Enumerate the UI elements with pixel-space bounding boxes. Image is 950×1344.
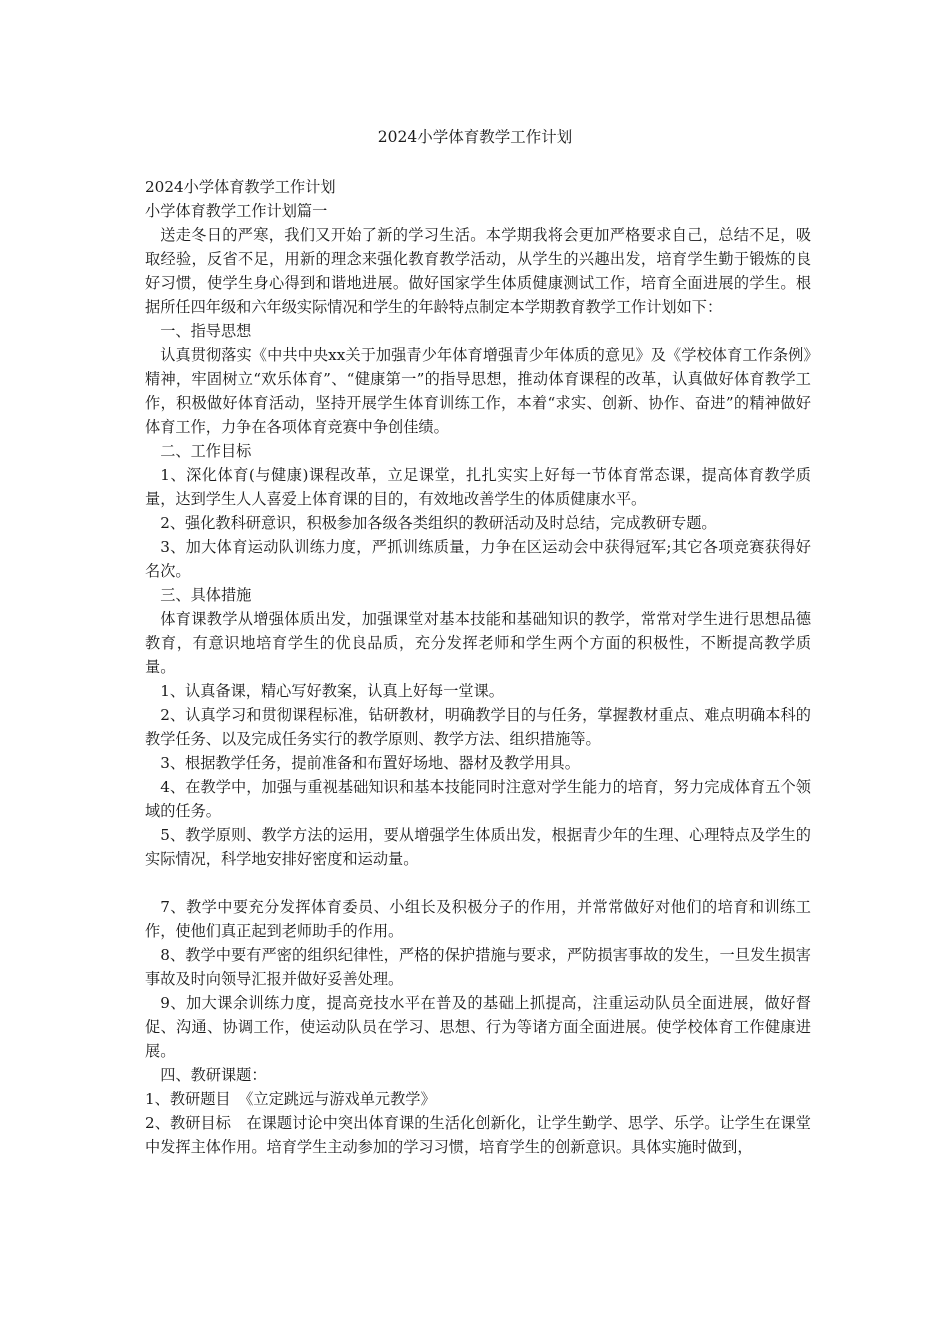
paragraph: 8、教学中要有严密的组织纪律性，严格的保护措施与要求，严防损害事故的发生，一旦发生损害事故及时向领导汇报并做好妥善处理。 (145, 946, 811, 988)
paragraph: 2、认真学习和贯彻课程标准，钻研教材，明确教学目的与任务，掌握教材重点、难点明确本科的教学任务、以及完成任务实行的教学原则、教学方法、组织措施等。 (145, 706, 811, 748)
paragraph: 5、教学原则、教学方法的运用，要从增强学生体质出发，根据青少年的生理、心理特点及学生的实际情况，科学地安排好密度和运动量。 (145, 826, 811, 868)
paragraph: 3、加大体育运动队训练力度，严抓训练质量，力争在区运动会中获得冠军;其它各项竞赛获得好名次。 (145, 538, 811, 580)
paragraph: 2024小学体育教学工作计划 (145, 178, 336, 196)
paragraph: 送走冬日的严寒，我们又开始了新的学习生活。本学期我将会更加严格要求自己，总结不足，吸取经验，反省不足，用新的理念来强化教育教学活动，从学生的兴趣出发，培育学生勤于锻炼的良好习惯，使学生身心得到和谐地进展。做好国家学生体质健康测试工作，培育全面进展的学生。根据所任四年级和六年级实际情况和学生的年龄特点制定本学期教育教学工作计划如下： (145, 226, 811, 316)
blank-line (145, 871, 811, 895)
paragraph: 3、根据教学任务，提前准备和布置好场地、器材及教学用具。 (160, 754, 580, 772)
paragraph: 1、深化体育(与健康)课程改革，立足课堂，扎扎实实上好每一节体育常态课，提高体育教学质量，达到学生人人喜爱上体育课的目的，有效地改善学生的体质健康水平。 (145, 466, 811, 508)
paragraph: 9、加大课余训练力度，提高竞技水平在普及的基础上抓提高，注重运动队员全面进展，做好督促、沟通、协调工作，使运动队员在学习、思想、行为等诸方面全面进展。使学校体育工作健康进展。 (145, 994, 811, 1060)
paragraph: 7、教学中要充分发挥体育委员、小组长及积极分子的作用，并常常做好对他们的培育和训练工作，使他们真正起到老师助手的作用。 (145, 898, 811, 940)
paragraph: 1、认真备课，精心写好教案，认真上好每一堂课。 (160, 682, 504, 700)
paragraph: 2、强化教科研意识，积极参加各级各类组织的教研活动及时总结，完成教研专题。 (160, 514, 717, 532)
paragraph: 体育课教学从增强体质出发，加强课堂对基本技能和基础知识的教学，常常对学生进行思想品德教育，有意识地培育学生的优良品质，充分发挥老师和学生两个方面的积极性，不断提高教学质量。 (145, 610, 811, 676)
paragraph: 1、教研题目 《立定跳远与游戏单元教学》 (145, 1090, 436, 1108)
paragraph: 四、教研课题： (160, 1066, 267, 1084)
paragraph: 二、工作目标 (160, 442, 252, 460)
paragraph: 一、指导思想 (160, 322, 252, 340)
document-title: 2024小学体育教学工作计划 (377, 128, 573, 146)
paragraph: 小学体育教学工作计划篇一 (145, 202, 328, 220)
document-body (145, 175, 811, 1159)
paragraph: 三、具体措施 (160, 586, 252, 604)
paragraph: 2、教研目标 在课题讨论中突出体育课的生活化创新化，让学生勤学、思学、乐学。让学生在课堂中发挥主体作用。培育学生主动参加的学习习惯，培育学生的创新意识。具体实施时做到， (145, 1114, 811, 1156)
paragraph: 4、在教学中，加强与重视基础知识和基本技能同时注意对学生能力的培育，努力完成体育五个领域的任务。 (145, 778, 811, 820)
paragraph: 认真贯彻落实《中共中央xx关于加强青少年体育增强青少年体质的意见》及《学校体育工作条例》精神，牢固树立“欢乐体育”、“健康第一”的指导思想，推动体育课程的改革，认真做好体育教学工作，积极做好体育活动，坚持开展学生体育训练工作，本着“求实、创新、协作、奋进”的精神做好体育工作，力争在各项体育竞赛中争创佳绩。 (145, 346, 811, 436)
